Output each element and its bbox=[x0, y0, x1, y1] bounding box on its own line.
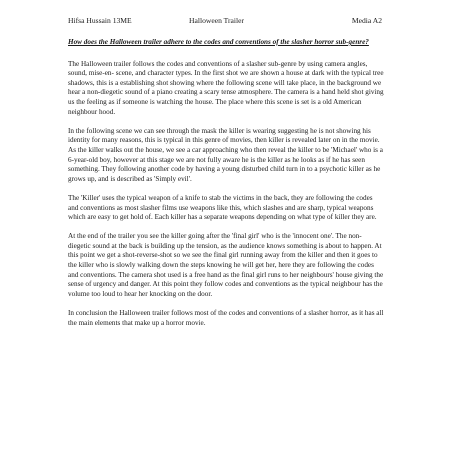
paragraph-intro: The Halloween trailer follows the codes and conventions of a slasher sub-genre by using camera angles, sound, mise-en- scene, and character types. In the first shot we are shown a house at dark with the typical tree shadows, this is a establishing shot showing where the following scene will take place, in the background we hear a non-diegetic sound of a piano creating a scary tense atmosphere. The camera is a hand held shot giving us the feeling as if someone is watching the house. The place where this scene is set is a old American neighbour hood. bbox=[68, 59, 384, 116]
document-title: Halloween Trailer bbox=[189, 16, 245, 25]
paragraph-final-girl: At the end of the trailer you see the killer going after the 'final girl' who is the 'innocent one'. The non-diegetic sound at the back is building up the tension, as the audience knows something is about to happen. At this point we get a shot-reverse-shot so we see the final girl running away from the killer and then it goes to the killer who is slowly walking down the steps knowing he will get her, here they are following the codes and conventions. The camera shot used is a free hand as the final girl runs to her neighbours' house giving the sense of urgency and danger. At this point they follow codes and conventions as the typical neighbour has the volume too loud to hear her knocking on the door. bbox=[68, 232, 384, 298]
paragraph-weapon: The 'Killer' uses the typical weapon of a knife to stab the victims in the back, they are following the codes and conventions as most slasher films use weapons like this, which slashes and are sharp, typical weapons which are easy to get hold of. Each killer has a separate weapons depending on what type of killer they are. bbox=[68, 193, 377, 222]
paragraph-conclusion: In conclusion the Halloween trailer follows most of the codes and conventions of a slasher horror, as it has all the main elements that make up a horror movie. bbox=[68, 309, 384, 327]
paragraph-mask-scene: In the following scene we can see through the mask the killer is wearing suggesting he is not showing his identity for many reasons, this is typical in this genre of movies, then killer is revealed later on in the movie. As the killer walks out the house, we see a car approaching who then reveal the killer to be 'Michael' who is a 6-year-old boy, however at this stage we are not fully aware he is the killer as he looks as if he has seen something. They following another code by having a young disturbed child turn in to a psychotic killer as he grows up, and is described as 'Simply evil'. bbox=[68, 126, 383, 183]
author-label: Hifsa Hussain 13ME bbox=[68, 16, 132, 25]
document-body bbox=[68, 38, 384, 338]
page-header bbox=[68, 15, 382, 27]
course-label: Media A2 bbox=[351, 16, 382, 25]
essay-question: How does the Halloween trailer adhere to the codes and conventions of the slasher horror sub-genre? bbox=[68, 38, 369, 46]
